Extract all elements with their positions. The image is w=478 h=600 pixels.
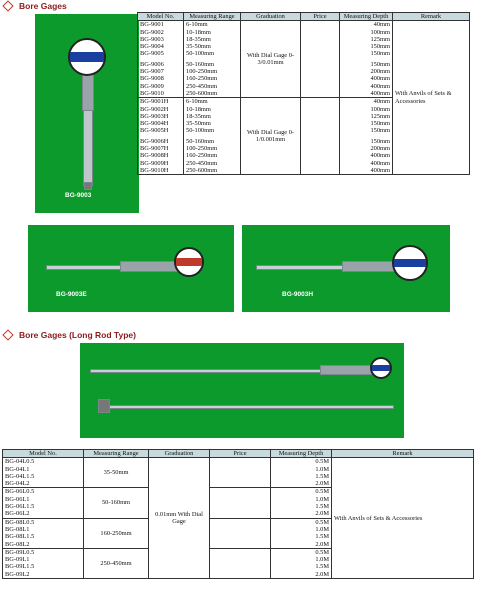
photo-caption: BG-9003E <box>56 291 87 298</box>
section-title-text: Bore Gages (Long Rod Type) <box>19 330 136 340</box>
model-cell: BG-09L0.5 BG-09L1 BG-09L1.5 BG-09L2 <box>3 548 84 578</box>
price-cell <box>210 488 271 518</box>
section-title-bore-gages <box>2 1 67 11</box>
rod-end-fitting <box>98 399 110 413</box>
model-cell: BG-06L0.5 BG-06L1 BG-06L1.5 BG-06L2 <box>3 488 84 518</box>
price-cell <box>301 21 340 98</box>
depth-cell: 40mm 100mm 125mm 150mm 150mm 150mm 200mm 400mm 400mm 400mm <box>340 98 393 175</box>
graduation-cell: With Dial Gage 0-3/0.01mm <box>241 21 301 98</box>
dial-gauge <box>68 38 106 76</box>
header-range: Measuring Range <box>184 13 241 21</box>
table-row-group-1 <box>138 21 470 98</box>
header-model: Model No. <box>3 450 84 458</box>
header-model: Model No. <box>138 13 184 21</box>
diamond-icon <box>2 329 13 340</box>
long-rod-lower <box>102 405 394 409</box>
long-rod-spec-table <box>2 449 474 579</box>
product-photo-bg-9003 <box>35 14 139 213</box>
dial-gauge <box>392 245 428 281</box>
photo-caption: BG-9003 <box>65 192 92 199</box>
price-cell <box>210 548 271 578</box>
gage-handle <box>342 261 399 272</box>
range-cell: 50-160mm <box>84 488 149 518</box>
dial-gauge <box>370 357 392 379</box>
depth-cell: 0.5M 1.0M 1.5M 2.0M <box>271 548 332 578</box>
header-depth: Measuring Depth <box>340 13 393 21</box>
gage-anvil <box>84 182 92 190</box>
range-cell: 6-10mm 10-18mm 18-35mm 35-50mm 50-100mm 50-160mm 100-250mm 160-250mm 250-450mm 250-600mm <box>184 21 241 98</box>
table-row-group-1 <box>3 458 474 488</box>
graduation-cell: 0.01mm With Dial Gage <box>149 458 210 579</box>
product-photo-bg-9003h <box>242 225 450 312</box>
graduation-cell: With Dial Gage 0-1/0.001mm <box>241 98 301 175</box>
header-price: Price <box>301 13 340 21</box>
range-cell: 35-50mm <box>84 458 149 488</box>
bore-gages-spec-table <box>137 12 470 175</box>
product-photo-long-rod <box>80 343 404 438</box>
model-cell: BG-04L0.5 BG-04L1 BG-04L1.5 BG-04L2 <box>3 458 84 488</box>
price-cell <box>210 458 271 488</box>
product-photo-bg-9003e <box>28 225 234 312</box>
remark-cell: With Anvils of Sets & Accessories <box>393 21 470 175</box>
range-cell: 160-250mm <box>84 518 149 548</box>
header-price: Price <box>210 450 271 458</box>
header-remark: Remark <box>332 450 474 458</box>
range-cell: 6-10mm 10-18mm 18-35mm 35-50mm 50-100mm 50-160mm 100-250mm 160-250mm 250-450mm 250-600mm <box>184 98 241 175</box>
remark-cell: With Anvils of Sets & Accessories <box>332 458 474 579</box>
header-graduation: Graduation <box>149 450 210 458</box>
price-cell <box>210 518 271 548</box>
depth-cell: 40mm 100mm 125mm 150mm 150mm 150mm 200mm 400mm 400mm 400mm <box>340 21 393 98</box>
header-remark: Remark <box>393 13 470 21</box>
header-graduation: Graduation <box>241 13 301 21</box>
diamond-icon <box>2 0 13 11</box>
digital-indicator <box>174 247 204 277</box>
gage-handle <box>120 261 182 272</box>
photo-caption: BG-9003H <box>282 291 314 298</box>
section-title-text: Bore Gages <box>19 1 67 11</box>
model-cell: BG-08L0.5 BG-08L1 BG-08L1.5 BG-08L2 <box>3 518 84 548</box>
header-range: Measuring Range <box>84 450 149 458</box>
section-title-long-rod <box>2 330 136 340</box>
table-header-row <box>138 13 470 21</box>
depth-cell: 0.5M 1.0M 1.5M 2.0M <box>271 458 332 488</box>
depth-cell: 0.5M 1.0M 1.5M 2.0M <box>271 488 332 518</box>
model-cell: BG-9001H BG-9002H BG-9003H BG-9004H BG-9005H BG-9006H BG-9007H BG-9008H BG-9009H BG-9010H <box>138 98 184 175</box>
table-header-row <box>3 450 474 458</box>
header-depth: Measuring Depth <box>271 450 332 458</box>
model-cell: BG-9001 BG-9002 BG-9003 BG-9004 BG-9005 BG-9006 BG-9007 BG-9008 BG-9009 BG-9010 <box>138 21 184 98</box>
depth-cell: 0.5M 1.0M 1.5M 2.0M <box>271 518 332 548</box>
price-cell <box>301 98 340 175</box>
range-cell: 250-450mm <box>84 548 149 578</box>
